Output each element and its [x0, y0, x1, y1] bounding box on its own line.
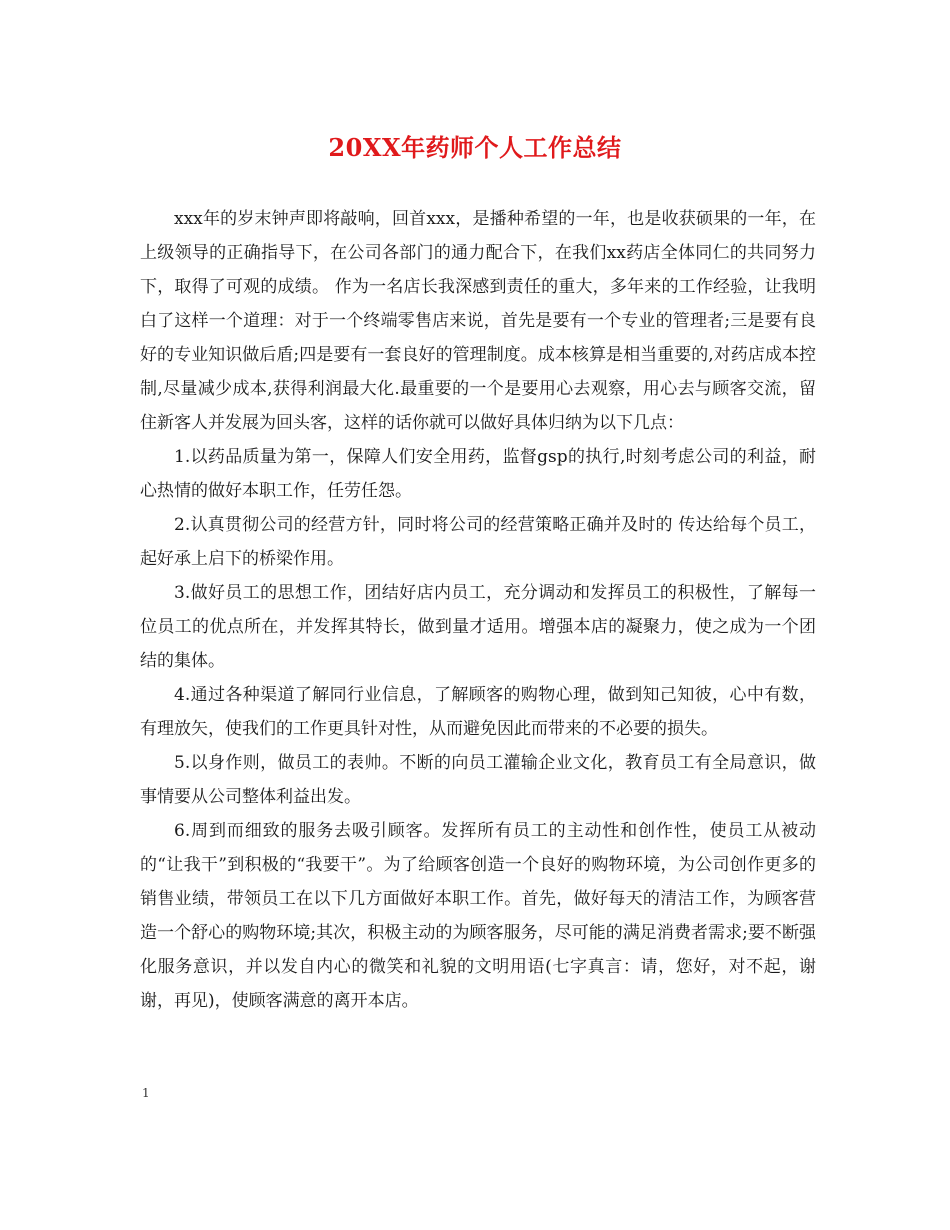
paragraph-point-6: 6.周到而细致的服务去吸引顾客。发挥所有员工的主动性和创作性，使员工从被动的“让我干”到积极的“我要干”。为了给顾客创造一个良好的购物环境，为公司创作更多的销售业绩，带领员工在以下几方面做好本职工作。首先，做好每天的清洁工作，为顾客营造一个舒心的购物环境;其次，积极主动的为顾客服务，尽可能的满足消费者需求;要不断强化服务意识，并以发自内心的微笑和礼貌的文明用语(七字真言：请，您好，对不起，谢谢，再见)，使顾客满意的离开本店。 [140, 821, 816, 1011]
paragraph-point-1: 1.以药品质量为第一，保障人们安全用药，监督gsp的执行,时刻考虑公司的利益，耐心热情的做好本职工作，任劳任怨。 [140, 447, 816, 501]
paragraph-point-5: 5.以身作则，做员工的表帅。不断的向员工灌输企业文化，教育员工有全局意识，做事情要从公司整体利益出发。 [140, 753, 816, 807]
paragraph-point-2: 2.认真贯彻公司的经营方针，同时将公司的经营策略正确并及时的 传达给每个员工，起好承上启下的桥梁作用。 [140, 515, 816, 569]
paragraph-intro: xxx年的岁末钟声即将敲响，回首xxx，是播种希望的一年，也是收获硕果的一年，在上级领导的正确指导下，在公司各部门的通力配合下，在我们xx药店全体同仁的共同努力下，取得了可观的成绩。 作为一名店长我深感到责任的重大，多年来的工作经验，让我明白了这样一个道理：对于一个终端零售店来说，首先是要有一个专业的管理者;三是要有良好的专业知识做后盾;四是要有一套良好的管理制度。成本核算是相当重要的,对药店成本控制,尽量减少成本,获得利润最大化.最重要的一个是要用心去观察，用心去与顾客交流，留住新客人并发展为回头客，这样的话你就可以做好具体归纳为以下几点： [140, 209, 816, 433]
paragraph-point-4: 4.通过各种渠道了解同行业信息，了解顾客的购物心理，做到知己知彼，心中有数，有理放矢，使我们的工作更具针对性，从而避免因此而带来的不必要的损失。 [140, 685, 816, 739]
paragraph-point-3: 3.做好员工的思想工作，团结好店内员工，充分调动和发挥员工的积极性，了解每一位员工的优点所在，并发挥其特长，做到量才适用。增强本店的凝聚力，使之成为一个团结的集体。 [140, 583, 816, 671]
page-number: 1 [142, 1086, 150, 1100]
document-title: 20XX年药师个人工作总结 [328, 133, 622, 162]
document-body [140, 202, 816, 1018]
